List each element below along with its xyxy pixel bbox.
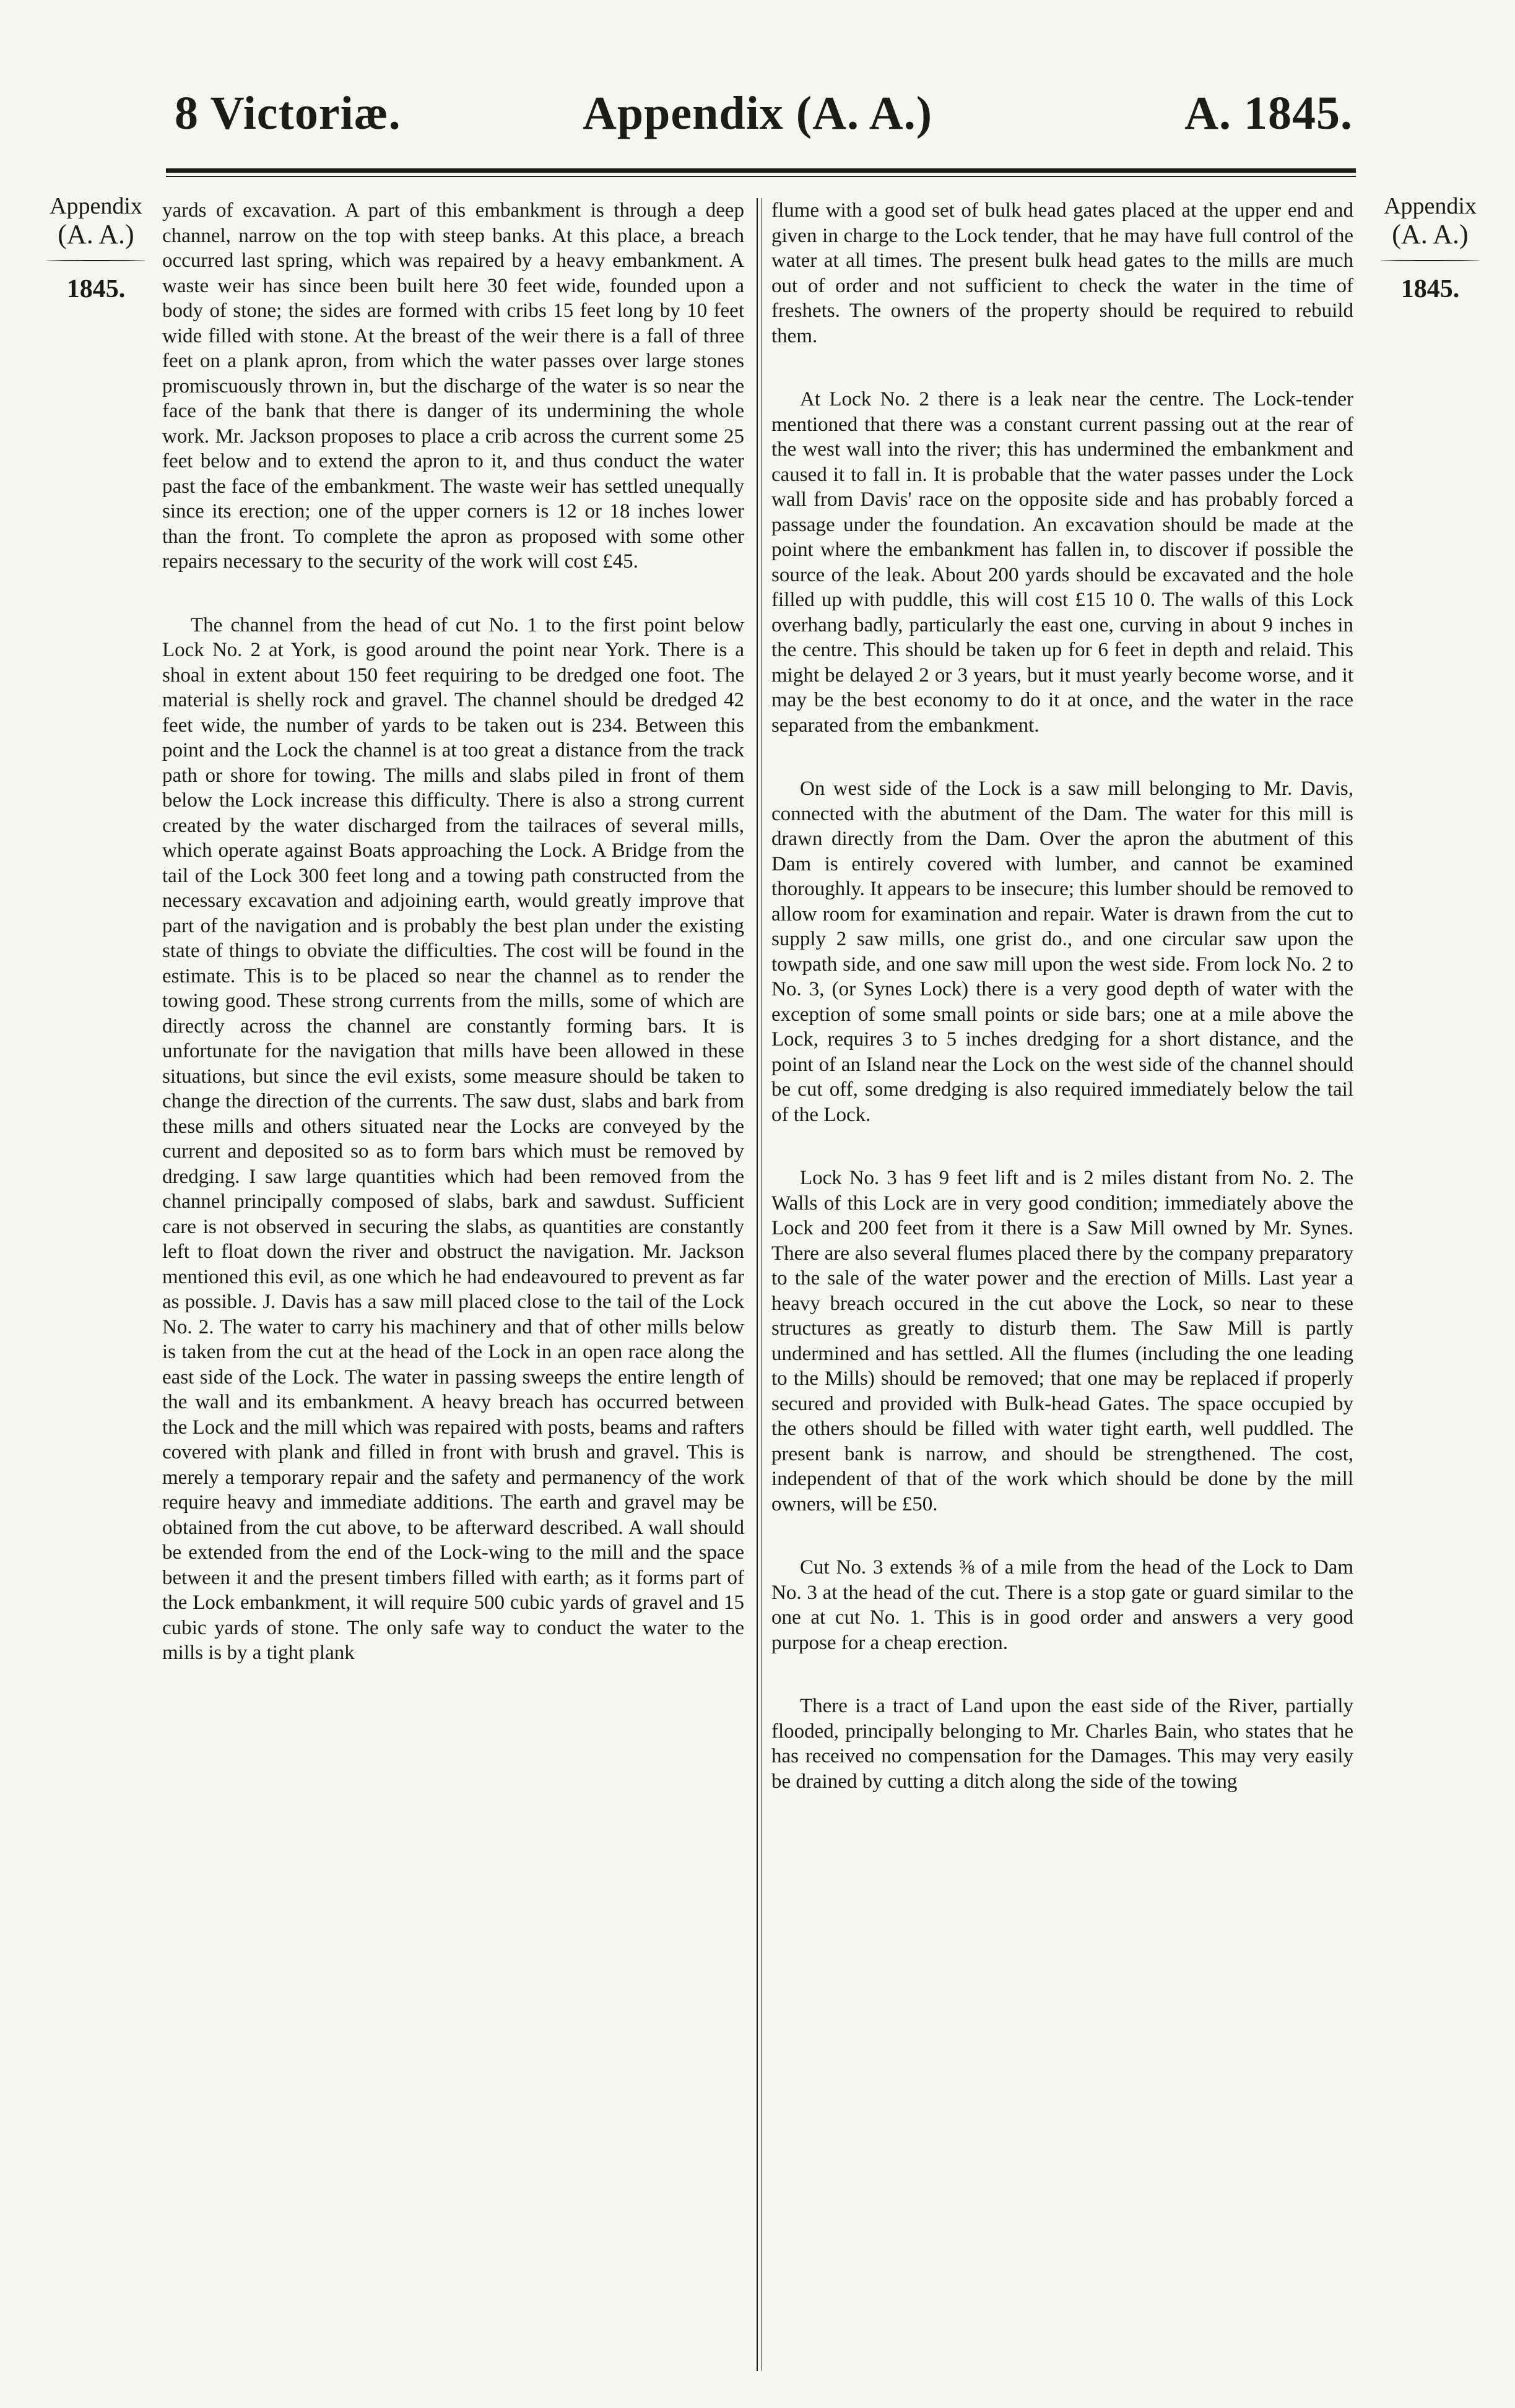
margin-note-right-line1: Appendix bbox=[1384, 193, 1477, 219]
margin-note-right-line2: (A. A.) bbox=[1392, 219, 1469, 249]
margin-note-left bbox=[37, 192, 155, 303]
margin-note-left-year: 1845. bbox=[66, 275, 126, 303]
paragraph: flume with a good set of bulk head gates placed at the upper end and given in charge to the Lock tender, that he may have full control of the water at all times. The present bulk head gates to the mills are much out of order and not sufficient to check the water in the time of freshets. The owners of the property should be required to rebuild them. bbox=[771, 199, 1353, 347]
paragraph: At Lock No. 2 there is a leak near the centre. The Lock-tender mentioned that there was a constant current passing out at the rear of the west wall into the river; this has undermined the embankment and caused it to fall in. It is probable that the water passes under the Lock wall from Davis' race on the opposite side and has probably forced a passage under the foundation. An excavation should be made at the point where the embankment has fallen in, to discover if possible the source of the leak. About 200 yards should be excavated and the hole filled up with puddle, this will cost £15 10 0. The walls of this Lock overhang badly, particularly the east one, curving in about 9 inches in the centre. This should be taken up for 6 feet in depth and relaid. This might be delayed 2 or 3 years, but it must yearly become worse, and it may be the best economy to do it at once, and the water in the race separated from the embankment. bbox=[771, 388, 1353, 737]
margin-note-left-line2: (A. A.) bbox=[58, 219, 134, 249]
column-divider bbox=[757, 198, 758, 2371]
left-column bbox=[162, 198, 744, 2377]
page-header bbox=[0, 74, 1515, 155]
paragraph: On west side of the Lock is a saw mill belonging to Mr. Davis, connected with the abutment of the Dam. The water for this mill is drawn directly from the Dam. Over the apron the abutment of this Dam is entirely covered with lumber, and cannot be examined thoroughly. It appears to be insecure; this lumber should be removed to allow room for examination and repair. Water is drawn from the cut to supply 2 saw mills, one grist do., and one circular saw upon the towpath side, and one saw mill upon the west side. From lock No. 2 to No. 3, (or Synes Lock) there is a very good depth of water with the exception of some small points or side bars; one at a mile above the Lock, requires 3 to 5 inches dredging for a short distance, and the point of an Island near the Lock on the west side of the channel should be cut off, some dredging is also required immediately below the tail of the Lock. bbox=[771, 777, 1353, 1126]
paragraph: The channel from the head of cut No. 1 to the first point below Lock No. 2 at York, is good around the point near York. There is a shoal in extent about 150 feet requiring to be dredged one foot. The material is shelly rock and gravel. The channel should be dredged 42 feet wide, the number of yards to be taken out is 234. Between this point and the Lock the channel is at too great a distance from the track path or shore for towing. The mills and slabs piled in front of them below the Lock increase this difficulty. There is also a strong current created by the water discharged from the tailraces of several mills, which operate against Boats approaching the Lock. A Bridge from the tail of the Lock 300 feet long and a towing path constructed from the necessary excavation and adjoining earth, would greatly improve that part of the navigation and is probably the best plan under the existing state of things to obviate the difficulties. The cost will be found in the estimate. This is to be placed so near the channel as to render the towing good. These strong currents from the mills, some of which are directly across the channel are constantly forming bars. It is unfortunate for the navigation that mills have been allowed in these situations, but since the evil exists, some measure should be taken to change the direction of the currents. The saw dust, slabs and bark from these mills and others situated near the Locks are conveyed by the current and deposited so as to form bars which must be removed by dredging. I saw large quantities which had been removed from the channel principally composed of slabs, bark and sawdust. Sufficient care is not observed in securing the slabs, as quantities are constantly left to float down the river and obstruct the navigation. Mr. Jackson mentioned this evil, as one which he had endeavoured to prevent as far as possible. J. Davis has a saw mill placed close to the tail of the Lock No. 2. The water to carry his machinery and that of other mills below is taken from the cut at the head of the Lock in an open race along the east side of the Lock. The water in passing sweeps the entire length of the wall and its embankment. A heavy breach has occurred between the Lock and the mill which was repaired with posts, beams and rafters covered with plank and filled in front with brush and gravel. This is merely a temporary repair and the safety and permanency of the work require heavy and immediate additions. The earth and gravel may be obtained from the cut above, to be afterward described. A wall should be extended from the end of the Lock-wing to the mill and the space between it and the present timbers filled with earth; as it forms part of the Lock embankment, it will require 500 cubic yards of gravel and 15 cubic yards of stone. The only safe way to conduct the water to the mills is by a tight plank bbox=[162, 613, 744, 1664]
right-column bbox=[771, 198, 1353, 2377]
header-rule-thin bbox=[166, 176, 1356, 177]
margin-note-right-bracket bbox=[1381, 260, 1480, 261]
paragraph: Cut No. 3 extends ⅜ of a mile from the head of the Lock to Dam No. 3 at the head of the cut. There is a stop gate or guard similar to the one at cut No. 1. This is in good order and answers a very good purpose for a cheap erection. bbox=[771, 1556, 1353, 1654]
header-session: 8 Victoriæ. bbox=[175, 87, 401, 139]
header-year: A. 1845. bbox=[1184, 87, 1353, 139]
paragraph: There is a tract of Land upon the east side of the River, partially flooded, principally belonging to Mr. Charles Bain, who states that he has received no compensation for the Damages. This may very easily be drained by cutting a ditch along the side of the towing bbox=[771, 1695, 1353, 1793]
column-divider-inner bbox=[761, 198, 762, 2371]
margin-note-left-bracket bbox=[46, 260, 145, 261]
margin-note-right-year: 1845. bbox=[1400, 275, 1460, 303]
paragraph: yards of excavation. A part of this embankment is through a deep channel, narrow on the top with steep banks. At this place, a breach occurred last spring, which was repaired by a heavy embankment. A waste weir has since been built here 30 feet wide, founded upon a body of stone; the sides are formed with cribs 15 feet long by 10 feet wide filled with stone. At the breast of the weir there is a fall of three feet on a plank apron, from which the water passes over large stones promiscuously thrown in, but the discharge of the water is so near the face of the bank that there is danger of its undermining the whole work. Mr. Jackson proposes to place a crib across the current some 25 feet below and to extend the apron to it, and thus conduct the water past the face of the embankment. The waste weir has settled unequally since its erection; one of the upper corners is 12 or 18 inches lower than the front. To complete the apron as proposed with some other repairs necessary to the security of the work will cost £45. bbox=[162, 199, 744, 573]
paragraph: Lock No. 3 has 9 feet lift and is 2 miles distant from No. 2. The Walls of this Lock are in very good condition; immediately above the Lock and 200 feet from it there is a Saw Mill owned by Mr. Synes. There are also several flumes placed there by the company preparatory to the sale of the water power and the erection of Mills. Last year a heavy breach occured in the cut above the Lock, so near to these structures as greatly to disturb them. The Saw Mill is partly undermined and has settled. All the flumes (including the one leading to the Mills) should be removed; that one may be replaced if properly secured and provided with Bulk-head Gates. The space occupied by the others should be filled with water tight earth, well puddled. The present bank is narrow, and should be strengthened. The cost, independent of that of the work which should be done by the mill owners, will be £50. bbox=[771, 1167, 1353, 1515]
margin-note-right bbox=[1371, 192, 1489, 303]
margin-note-left-line1: Appendix bbox=[50, 193, 142, 219]
header-appendix: Appendix (A. A.) bbox=[583, 87, 932, 139]
header-rule-thick bbox=[166, 168, 1356, 173]
